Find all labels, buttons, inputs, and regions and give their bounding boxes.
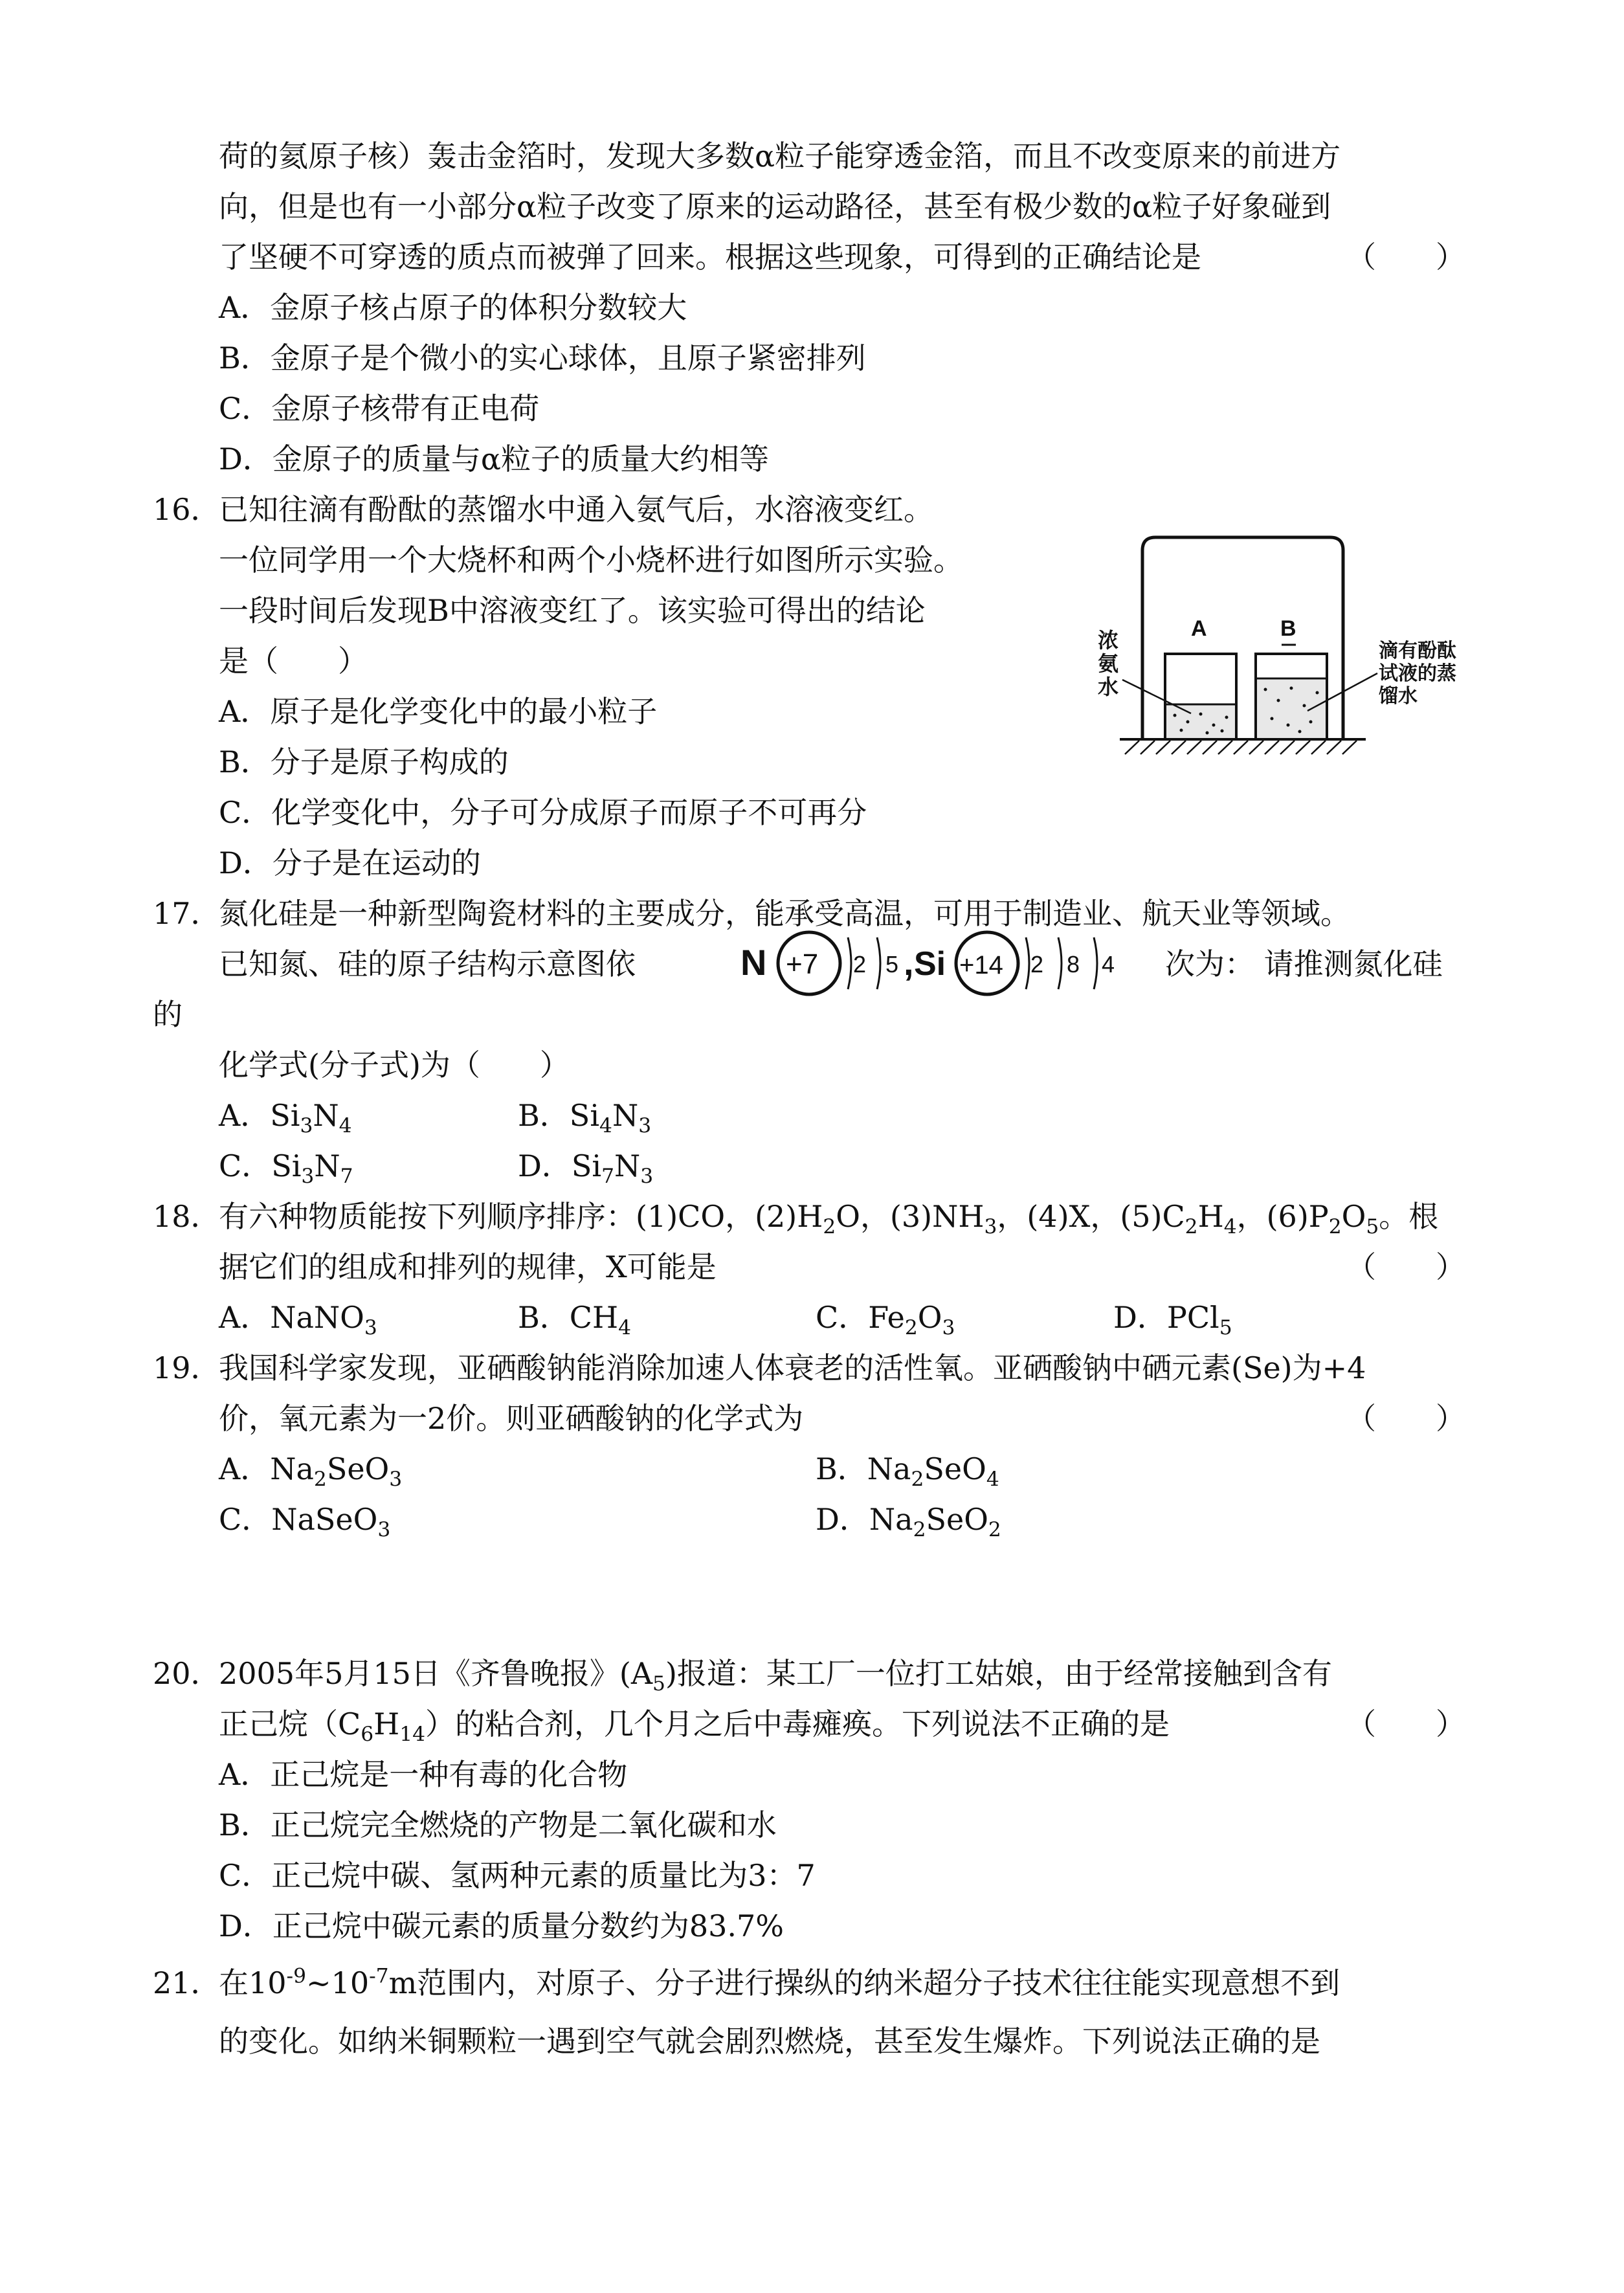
q18-option-c[interactable]: C．$Fe_2O_3$ xyxy=(816,1300,955,1340)
q20-option-a[interactable]: A．正己烷是一种有毒的化合物 xyxy=(219,1757,628,1792)
q20-option-b[interactable]: B．正己烷完全燃烧的产物是二氧化碳和水 xyxy=(219,1807,777,1842)
q18-line-2: 据它们的组成和排列的规律，X可能是 xyxy=(219,1249,717,1284)
q20-number: 20． xyxy=(153,1656,221,1691)
q21-line-1: 在$10^{-9}\sim 10^{-7}m$范围内，对原子、分子进行操纵的纳米超分子技术往往能实现意想不到 xyxy=(219,1964,1340,2000)
q16-line-2: 一位同学用一个大烧杯和两个小烧杯进行如图所示实验。 xyxy=(219,542,963,577)
q21-number: 21． xyxy=(153,1965,221,2000)
q17-option-c[interactable]: C．$Si_3N_7$ xyxy=(219,1148,353,1189)
q15-line-2: 向，但是也有一小部分α粒子改变了原来的运动路径，甚至有极少数的α粒子好象碰到 xyxy=(219,189,1331,224)
q20-option-c[interactable]: C．正己烷中碳、氢两种元素的质量比为3：7 xyxy=(219,1858,816,1893)
q19-option-d[interactable]: D．$Na_2SeO_2$ xyxy=(816,1502,1001,1542)
q17-option-d[interactable]: D．$Si_7N_3$ xyxy=(518,1148,654,1189)
silicon-charge: +14 xyxy=(959,951,1003,979)
nitrogen-shell-1: 2 xyxy=(853,951,867,978)
q21-line-2: 的变化。如纳米铜颗粒一遇到空气就会剧烈燃烧，甚至发生爆炸。下列说法正确的是 xyxy=(219,2024,1320,2059)
silicon-shell-1: 2 xyxy=(1030,951,1044,978)
q16-option-b[interactable]: B．分子是原子构成的 xyxy=(219,744,509,779)
beaker-experiment-figure xyxy=(1094,531,1495,764)
q19-line-2: 价，氧元素为一2价。则亚硒酸钠的化学式为 xyxy=(219,1401,804,1436)
q19-option-c[interactable]: C．NaSeO$_3$ xyxy=(219,1502,391,1542)
q16-line-3: 一段时间后发现B中溶液变红了。该实验可得出的结论 xyxy=(219,593,926,628)
q15-option-d[interactable]: D．金原子的质量与α粒子的质量大约相等 xyxy=(219,442,769,476)
q18-line-1: 有六种物质能按下列顺序排序：(1)CO，$(2)H_2O$，$(3)NH_3$，(4)X，$(5)C_2H_4$，$(6)P_2O_5$。根 xyxy=(219,1199,1439,1239)
phenolphthalein-label-2: 试液的蒸 xyxy=(1379,663,1456,684)
q16-line-4: 是（ ） xyxy=(219,643,368,678)
q16-line-1: 已知往滴有酚酞的蒸馏水中通入氨气后，水溶液变红。 xyxy=(219,492,933,527)
q20-option-d[interactable]: D．正己烷中碳元素的质量分数约为83.7% xyxy=(219,1908,784,1943)
q19-option-b[interactable]: B．$Na_2SeO_4$ xyxy=(816,1451,999,1492)
q19-line-1: 我国科学家发现，亚硒酸钠能消除加速人体衰老的活性氧。亚硒酸钠中硒元素(Se)为+4 xyxy=(219,1350,1366,1385)
q17-line-1: 氮化硅是一种新型陶瓷材料的主要成分，能承受高温，可用于制造业、航天业等领域。 xyxy=(219,896,1350,931)
phenolphthalein-label-1: 滴有酚酞 xyxy=(1379,640,1456,662)
q20-line-2: 正己烷$(C_6H_{14})$的粘合剂，几个月之后中毒瘫痪。下列说法不正确的是 xyxy=(219,1706,1170,1747)
q15-line-3: 了坚硬不可穿透的质点而被弹了回来。根据这些现象，可得到的正确结论是 xyxy=(219,240,1201,274)
q15-option-a[interactable]: A．金原子核占原子的体积分数较大 xyxy=(219,290,687,325)
q17-line-3: 的 xyxy=(153,997,183,1032)
q15-line-1: 荷的氦原子核）轰击金箔时，发现大多数α粒子能穿透金箔，而且不改变原来的前进方 xyxy=(219,139,1341,173)
q16-option-d[interactable]: D．分子是在运动的 xyxy=(219,845,481,880)
q15-option-b[interactable]: B．金原子是个微小的实心球体，且原子紧密排列 xyxy=(219,341,866,375)
q16-number: 16． xyxy=(153,492,221,527)
q18-answer-bracket: （ ） xyxy=(1346,1249,1465,1284)
silicon-symbol: Si xyxy=(914,945,946,983)
q19-answer-bracket: （ ） xyxy=(1346,1401,1465,1436)
ammonia-label-3: 水 xyxy=(1098,675,1119,699)
q16-option-a[interactable]: A．原子是化学变化中的最小粒子 xyxy=(219,694,658,729)
diagram-comma: , xyxy=(904,942,914,983)
q17-line-2b: 次为： 请推测氮化硅 xyxy=(1165,946,1443,981)
ammonia-label-1: 浓 xyxy=(1098,629,1119,652)
nitrogen-shell-2: 5 xyxy=(885,951,899,978)
q18-option-b[interactable]: B．$CH_4$ xyxy=(518,1300,632,1340)
nitrogen-charge: +7 xyxy=(786,948,819,980)
phenolphthalein-label-3: 馏水 xyxy=(1379,686,1418,707)
silicon-shell-2: 8 xyxy=(1067,951,1080,978)
q15-answer-bracket: （ ） xyxy=(1346,240,1465,274)
q18-number: 18． xyxy=(153,1199,221,1234)
q20-line-1: 2005年5月15日《齐鲁晚报》$(A_5)$报道：某工厂一位打工姑娘，由于经常接触到含有 xyxy=(219,1656,1332,1696)
q17-option-a[interactable]: A．$Si_3N_4$ xyxy=(219,1098,352,1138)
q15-option-c[interactable]: C．金原子核带有正电荷 xyxy=(219,391,540,426)
nitrogen-symbol: N xyxy=(740,942,767,983)
q17-line-2a: 已知氮、硅的原子结构示意图依 xyxy=(219,946,636,981)
q17-number: 17． xyxy=(153,896,221,931)
q19-number: 19． xyxy=(153,1350,221,1385)
q17-option-b[interactable]: B．$Si_4N_3$ xyxy=(518,1098,652,1138)
q18-option-a[interactable]: A．NaNO$_3$ xyxy=(219,1300,377,1340)
q19-option-a[interactable]: A．$Na_2SeO_3$ xyxy=(219,1451,403,1492)
q16-option-c[interactable]: C．化学变化中，分子可分成原子而原子不可再分 xyxy=(219,795,867,830)
beaker-a-label: A xyxy=(1191,616,1207,641)
atomic-structure-diagram xyxy=(738,919,1152,1010)
q17-line-4: 化学式(分子式)为（ ） xyxy=(219,1047,570,1082)
beaker-b-label: B xyxy=(1280,616,1296,641)
q18-option-d[interactable]: D．PCl$_5$ xyxy=(1113,1300,1232,1340)
ammonia-label-2: 氨 xyxy=(1098,652,1119,675)
silicon-shell-3: 4 xyxy=(1102,951,1115,978)
q20-answer-bracket: （ ） xyxy=(1346,1706,1465,1741)
